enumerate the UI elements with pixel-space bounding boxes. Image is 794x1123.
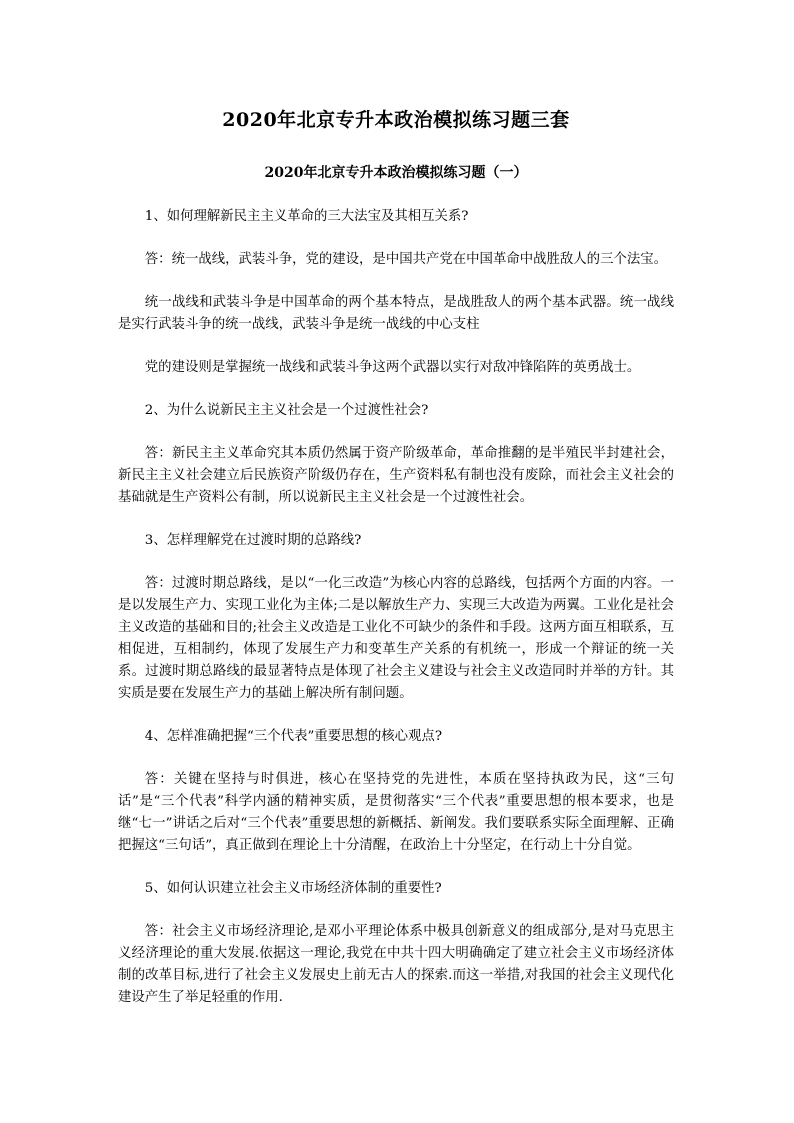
question-3: 3、怎样理解党在过渡时期的总路线? xyxy=(144,533,362,548)
question-1: 1、如何理解新民主主义革命的三大法宝及其相互关系? xyxy=(144,209,469,224)
answer-3: 答：过渡时期总路线，是以“一化三改造”为核心内容的总路线，包括两个方面的内容。一是以发展生产力、实现工业化为主体;二是以解放生产力、实现三大改造为两翼。工业化是社会主义改造的基础和目的;社会主义改造是工业化不可缺少的条件和手段。这两方面互相联系，互相促进，互相制约，体现了发展生产力和变革生产关系的有机统一，形成一个辩证的统一关系。过渡时期总路线的最显著特点是体现了社会主义建设与社会主义改造同时并举的方针。其实质是要在发展生产力的基础上解决所有制问题。 xyxy=(118,576,674,701)
question-4: 4、怎样准确把握“三个代表”重要思想的核心观点? xyxy=(144,729,442,744)
section-title: 2020年北京专升本政治模拟练习题（一） xyxy=(264,165,528,181)
answer-4: 答：关键在坚持与时俱进，核心在坚持党的先进性，本质在坚持执政为民，这“三句话”是“三个代表”科学内涵的精神实质，是贯彻落实“三个代表”重要思想的根本要求，也是继“七一”讲话之后对“三个代表”重要思想的新概括、新阐发。我们要联系实际全面理解、正确把握这“三句话”，真正做到在理论上十分清醒，在政治上十分坚定，在行动上十分自觉。 xyxy=(118,772,674,853)
answer-2: 答：新民主主义革命究其本质仍然属于资产阶级革命，革命推翻的是半殖民半封建社会，新民主主义社会建立后民族资产阶级仍存在，生产资料私有制也没有废除，而社会主义社会的基础就是生产资料公有制，所以说新民主主义社会是一个过渡性社会。 xyxy=(118,446,674,505)
answer-1-paragraph-3: 党的建设则是掌握统一战线和武装斗争这两个武器以实行对敌冲锋陷阵的英勇战士。 xyxy=(144,360,641,375)
answer-1-paragraph-2: 统一战线和武装斗争是中国革命的两个基本特点，是战胜敌人的两个基本武器。统一战线是实行武装斗争的统一战线，武装斗争是统一战线的中心支柱 xyxy=(118,295,674,332)
question-2: 2、为什么说新民主主义社会是一个过渡性社会? xyxy=(144,403,429,418)
answer-5: 答：社会主义市场经济理论,是邓小平理论体系中极具创新意义的组成部分,是对马克思主义经济理论的重大发展.依据这一理论,我党在中共十四大明确确定了建立社会主义市场经济体制的改革目标,进行了社会主义发展史上前无古人的探索.而这一举措,对我国的社会主义现代化建设产生了举足轻重的作用. xyxy=(118,924,674,1005)
document-title: 2020年北京专升本政治模拟练习题三套 xyxy=(222,109,570,131)
answer-1-paragraph-1: 答：统一战线，武装斗争，党的建设，是中国共产党在中国革命中战胜敌人的三个法宝。 xyxy=(144,252,668,267)
question-5: 5、如何认识建立社会主义市场经济体制的重要性? xyxy=(144,881,442,896)
